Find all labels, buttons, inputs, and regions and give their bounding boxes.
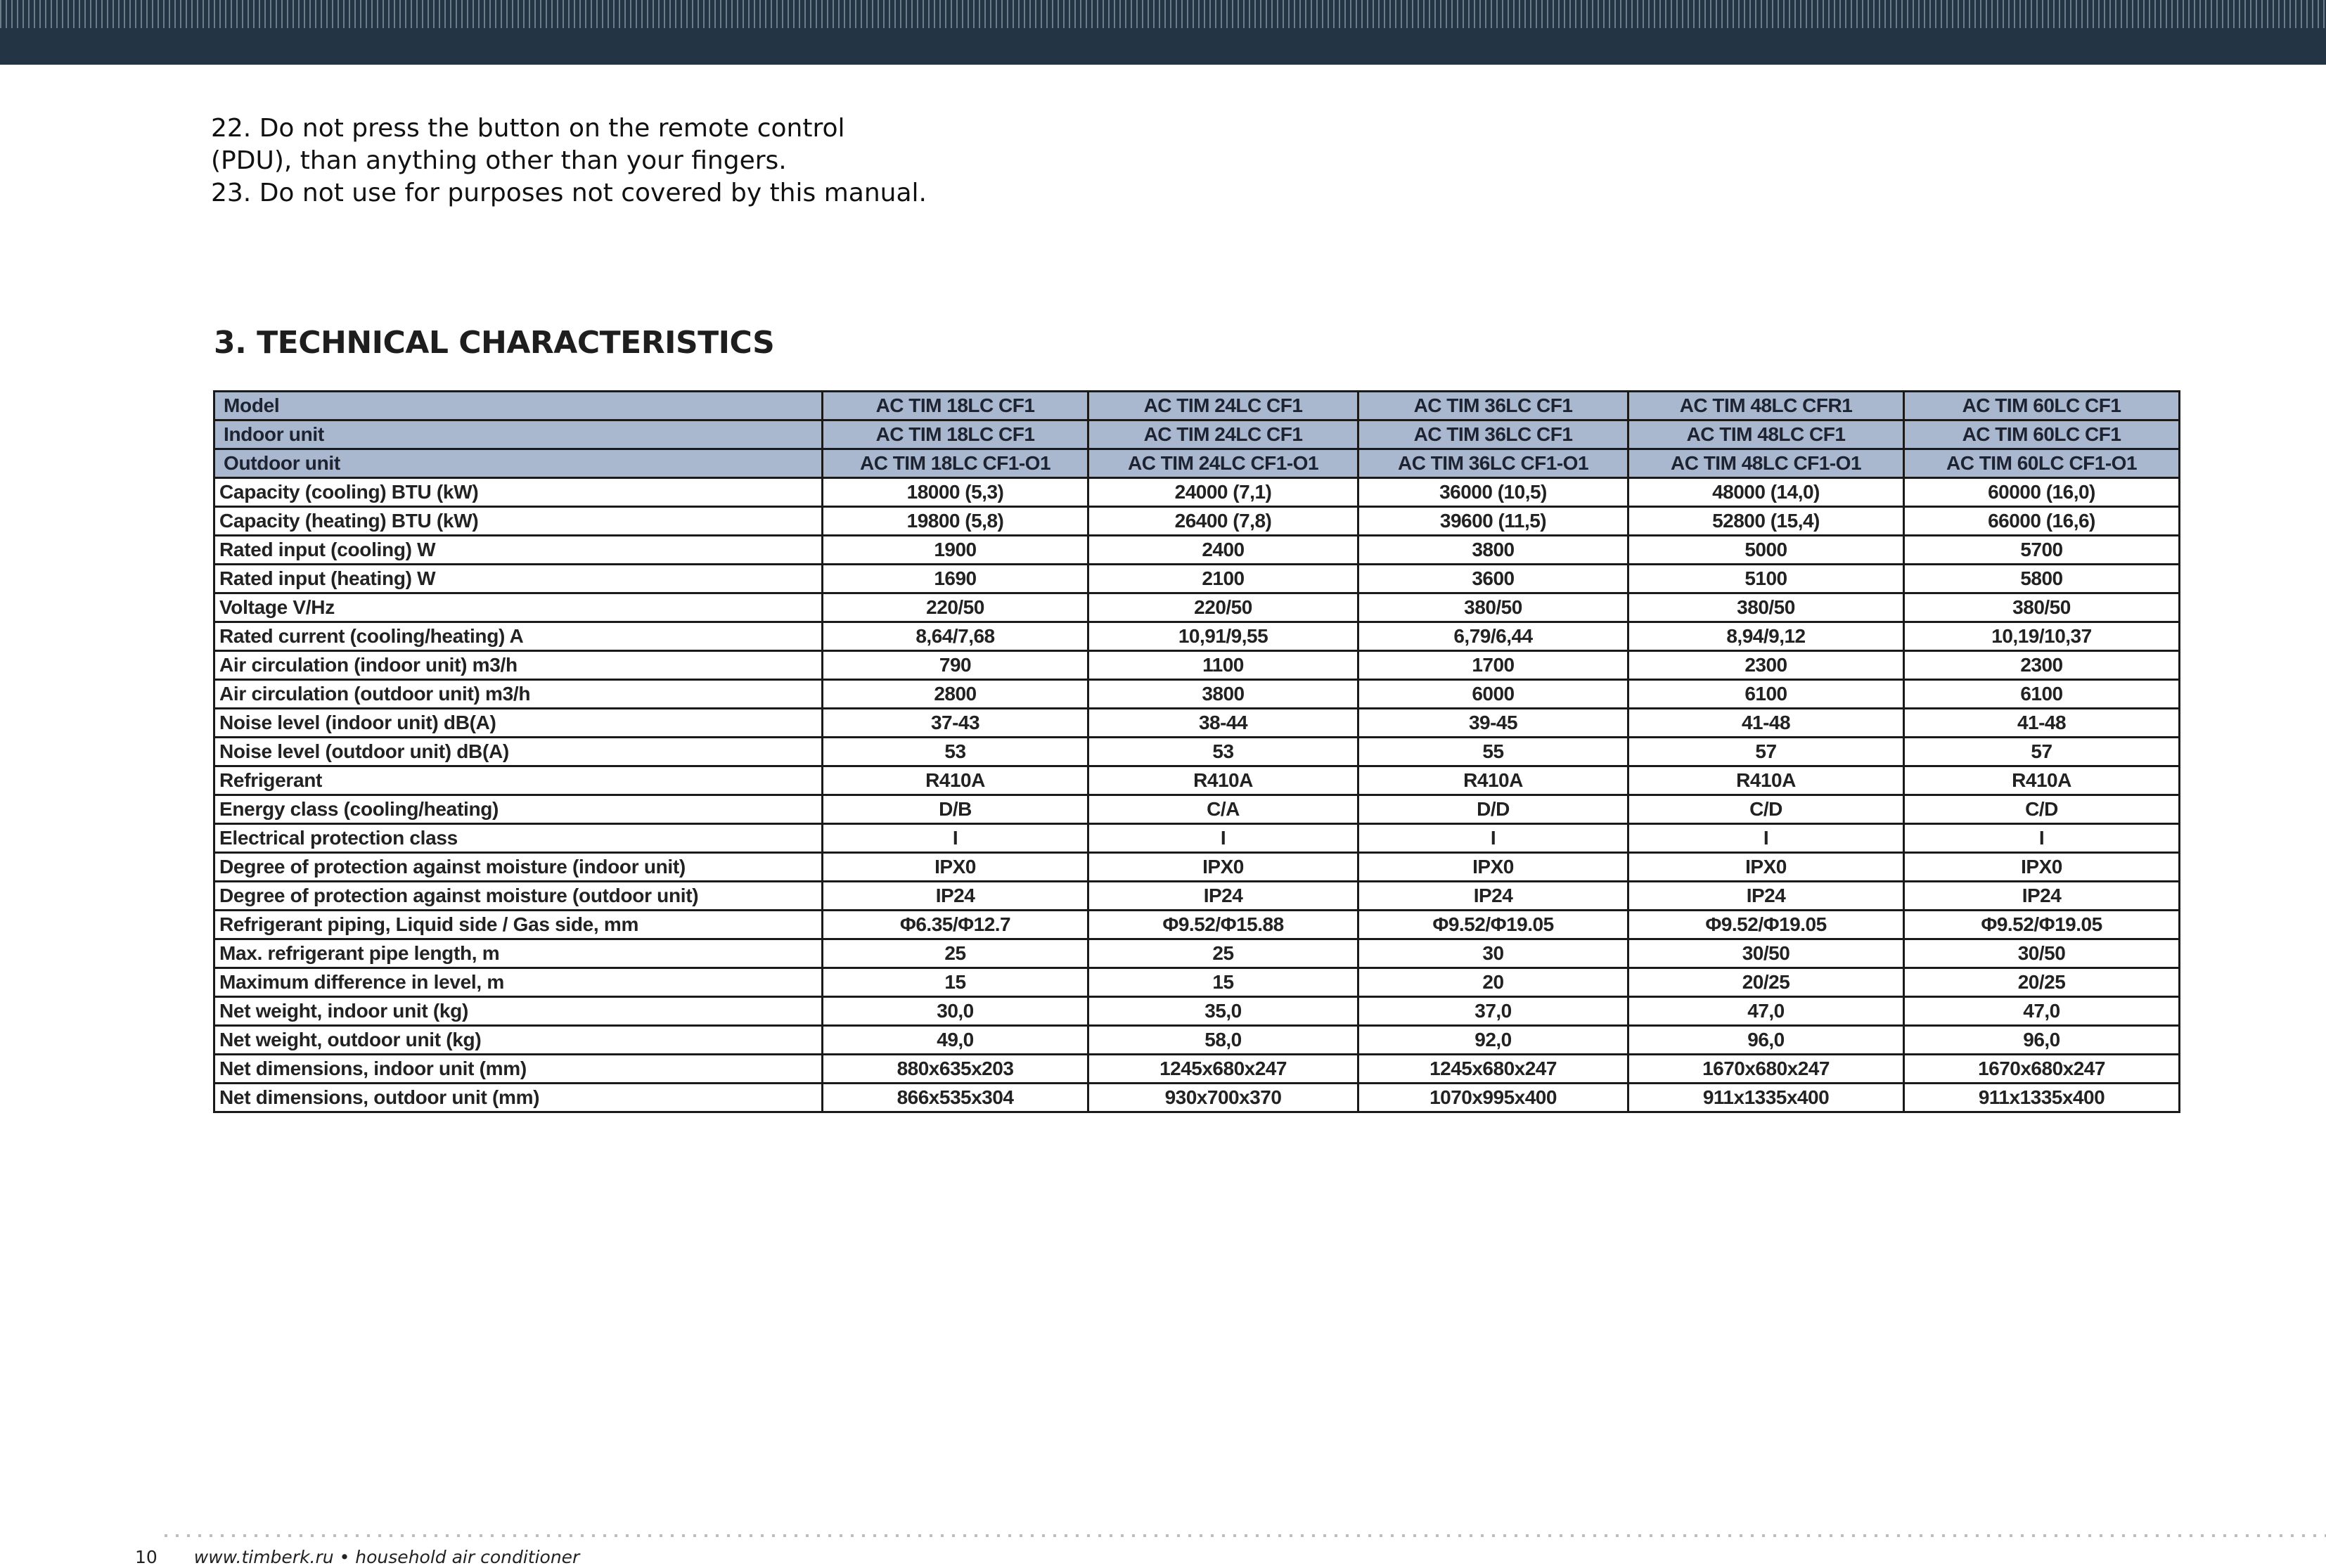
value-cell: 53 [1088,738,1358,766]
value-cell: 380/50 [1904,593,2180,622]
value-cell: AC TIM 18LC CF1 [823,420,1088,449]
value-cell: Φ9.52/Φ15.88 [1088,911,1358,939]
value-cell: C/D [1904,795,2180,824]
value-cell: 380/50 [1628,593,1904,622]
parameter-cell: Indoor unit [214,420,823,449]
value-cell: 6,79/6,44 [1358,622,1628,651]
value-cell: 5000 [1628,536,1904,565]
value-cell: 1700 [1358,651,1628,680]
table-row [214,478,2180,507]
value-cell: I [1628,824,1904,853]
value-cell: 53 [823,738,1088,766]
value-cell: 26400 (7,8) [1088,507,1358,536]
table-row [214,593,2180,622]
value-cell: 2100 [1088,565,1358,593]
table-header-row [214,449,2180,478]
value-cell: 24000 (7,1) [1088,478,1358,507]
value-cell: 2400 [1088,536,1358,565]
value-cell: R410A [1088,766,1358,795]
value-cell: 5800 [1904,565,2180,593]
value-cell: IP24 [1904,882,2180,911]
value-cell: Φ9.52/Φ19.05 [1358,911,1628,939]
value-cell: 20/25 [1628,968,1904,997]
value-cell: AC TIM 36LC CF1 [1358,420,1628,449]
value-cell: 2800 [823,680,1088,709]
value-cell: C/D [1628,795,1904,824]
value-cell: 3800 [1088,680,1358,709]
parameter-cell: Net dimensions, indoor unit (mm) [214,1055,823,1084]
value-cell: I [1904,824,2180,853]
value-cell: 39600 (11,5) [1358,507,1628,536]
parameter-cell: Noise level (indoor unit) dB(A) [214,709,823,738]
parameter-cell: Noise level (outdoor unit) dB(A) [214,738,823,766]
value-cell: D/D [1358,795,1628,824]
value-cell: 880x635x203 [823,1055,1088,1084]
value-cell: 1670x680x247 [1628,1055,1904,1084]
value-cell: 52800 (15,4) [1628,507,1904,536]
value-cell: 1100 [1088,651,1358,680]
value-cell: 8,64/7,68 [823,622,1088,651]
table-header-row [214,392,2180,420]
value-cell: D/B [823,795,1088,824]
value-cell: 30/50 [1904,939,2180,968]
value-cell: 66000 (16,6) [1904,507,2180,536]
parameter-cell: Air circulation (indoor unit) m3/h [214,651,823,680]
table-row [214,1026,2180,1055]
value-cell: 47,0 [1628,997,1904,1026]
page-footer [135,1547,579,1567]
value-cell: AC TIM 48LC CFR1 [1628,392,1904,420]
value-cell: R410A [1904,766,2180,795]
value-cell: 25 [823,939,1088,968]
technical-characteristics-table [213,390,2180,1113]
table-row [214,997,2180,1026]
value-cell: 1245x680x247 [1358,1055,1628,1084]
parameter-cell: Net weight, indoor unit (kg) [214,997,823,1026]
table-row [214,911,2180,939]
value-cell: 35,0 [1088,997,1358,1026]
value-cell: 58,0 [1088,1026,1358,1055]
safety-notes [211,113,1195,210]
footer-description: household air conditioner [355,1547,580,1567]
value-cell: 911x1335x400 [1628,1084,1904,1112]
value-cell: I [823,824,1088,853]
table-row [214,651,2180,680]
value-cell: Φ9.52/Φ19.05 [1628,911,1904,939]
value-cell: 1245x680x247 [1088,1055,1358,1084]
parameter-cell: Max. refrigerant pipe length, m [214,939,823,968]
note-line: (PDU), than anything other than your fingers. [211,146,787,175]
value-cell: 2300 [1904,651,2180,680]
value-cell: 41-48 [1904,709,2180,738]
value-cell: 5100 [1628,565,1904,593]
value-cell: IPX0 [1358,853,1628,882]
value-cell: 48000 (14,0) [1628,478,1904,507]
parameter-cell: Rated input (cooling) W [214,536,823,565]
value-cell: 6100 [1628,680,1904,709]
value-cell: 8,94/9,12 [1628,622,1904,651]
value-cell: 6100 [1904,680,2180,709]
note-line: 22. Do not press the button on the remote control [211,114,845,143]
parameter-cell: Model [214,392,823,420]
value-cell: 10,91/9,55 [1088,622,1358,651]
value-cell: 380/50 [1358,593,1628,622]
table-row [214,1084,2180,1112]
value-cell: 96,0 [1904,1026,2180,1055]
value-cell: 49,0 [823,1026,1088,1055]
value-cell: IPX0 [823,853,1088,882]
parameter-cell: Electrical protection class [214,824,823,853]
value-cell: IP24 [823,882,1088,911]
value-cell: AC TIM 60LC CF1 [1904,392,2180,420]
value-cell: I [1358,824,1628,853]
value-cell: 57 [1628,738,1904,766]
value-cell: 15 [823,968,1088,997]
value-cell: AC TIM 48LC CF1-O1 [1628,449,1904,478]
parameter-cell: Capacity (heating) BTU (kW) [214,507,823,536]
value-cell: 911x1335x400 [1904,1084,2180,1112]
value-cell: I [1088,824,1358,853]
footer-dotted-rule [165,1534,2326,1537]
value-cell: 20/25 [1904,968,2180,997]
value-cell: 38-44 [1088,709,1358,738]
value-cell: IP24 [1358,882,1628,911]
value-cell: Φ9.52/Φ19.05 [1904,911,2180,939]
note-line: 23. Do not use for purposes not covered by this manual. [211,179,927,207]
table-row [214,536,2180,565]
value-cell: 3600 [1358,565,1628,593]
parameter-cell: Capacity (cooling) BTU (kW) [214,478,823,507]
value-cell: 1670x680x247 [1904,1055,2180,1084]
table-row [214,882,2180,911]
value-cell: AC TIM 48LC CF1 [1628,420,1904,449]
parameter-cell: Rated current (cooling/heating) A [214,622,823,651]
table-row [214,738,2180,766]
value-cell: IPX0 [1904,853,2180,882]
value-cell: 57 [1904,738,2180,766]
parameter-cell: Maximum difference in level, m [214,968,823,997]
table-row [214,939,2180,968]
value-cell: 30,0 [823,997,1088,1026]
value-cell: AC TIM 36LC CF1 [1358,392,1628,420]
table-row [214,968,2180,997]
value-cell: R410A [1358,766,1628,795]
parameter-cell: Air circulation (outdoor unit) m3/h [214,680,823,709]
section-title: 3. TECHNICAL CHARACTERISTICS [214,325,775,361]
value-cell: AC TIM 60LC CF1 [1904,420,2180,449]
value-cell: IP24 [1088,882,1358,911]
parameter-cell: Degree of protection against moisture (indoor unit) [214,853,823,882]
value-cell: Φ6.35/Φ12.7 [823,911,1088,939]
value-cell: 930x700x370 [1088,1084,1358,1112]
value-cell: AC TIM 24LC CF1 [1088,420,1358,449]
value-cell: 47,0 [1904,997,2180,1026]
value-cell: AC TIM 60LC CF1-O1 [1904,449,2180,478]
table-row [214,709,2180,738]
parameter-cell: Outdoor unit [214,449,823,478]
value-cell: AC TIM 18LC CF1-O1 [823,449,1088,478]
value-cell: 36000 (10,5) [1358,478,1628,507]
value-cell: 25 [1088,939,1358,968]
value-cell: R410A [823,766,1088,795]
value-cell: 20 [1358,968,1628,997]
table-row [214,853,2180,882]
value-cell: 10,19/10,37 [1904,622,2180,651]
table-row [214,680,2180,709]
value-cell: 220/50 [1088,593,1358,622]
value-cell: 6000 [1358,680,1628,709]
value-cell: 3800 [1358,536,1628,565]
value-cell: 1070x995x400 [1358,1084,1628,1112]
value-cell: 15 [1088,968,1358,997]
parameter-cell: Net weight, outdoor unit (kg) [214,1026,823,1055]
table-row [214,507,2180,536]
table-row [214,565,2180,593]
footer-separator: • [339,1547,350,1567]
table-row [214,824,2180,853]
parameter-cell: Voltage V/Hz [214,593,823,622]
value-cell: 220/50 [823,593,1088,622]
parameter-cell: Refrigerant piping, Liquid side / Gas side, mm [214,911,823,939]
value-cell: IPX0 [1088,853,1358,882]
top-decorative-band [0,0,2326,65]
value-cell: 30/50 [1628,939,1904,968]
top-stripe-pattern [0,0,2326,28]
value-cell: 2300 [1628,651,1904,680]
parameter-cell: Refrigerant [214,766,823,795]
value-cell: 19800 (5,8) [823,507,1088,536]
value-cell: 55 [1358,738,1628,766]
parameter-cell: Energy class (cooling/heating) [214,795,823,824]
table-header-row [214,420,2180,449]
value-cell: IPX0 [1628,853,1904,882]
value-cell: AC TIM 24LC CF1-O1 [1088,449,1358,478]
table-row [214,1055,2180,1084]
parameter-cell: Rated input (heating) W [214,565,823,593]
value-cell: IP24 [1628,882,1904,911]
value-cell: AC TIM 24LC CF1 [1088,392,1358,420]
value-cell: 1900 [823,536,1088,565]
page-number: 10 [135,1547,158,1567]
value-cell: C/A [1088,795,1358,824]
value-cell: 790 [823,651,1088,680]
value-cell: 60000 (16,0) [1904,478,2180,507]
value-cell: 96,0 [1628,1026,1904,1055]
value-cell: 18000 (5,3) [823,478,1088,507]
value-cell: 92,0 [1358,1026,1628,1055]
value-cell: 5700 [1904,536,2180,565]
value-cell: 30 [1358,939,1628,968]
value-cell: 41-48 [1628,709,1904,738]
value-cell: 1690 [823,565,1088,593]
value-cell: 39-45 [1358,709,1628,738]
value-cell: AC TIM 36LC CF1-O1 [1358,449,1628,478]
value-cell: 866x535x304 [823,1084,1088,1112]
value-cell: AC TIM 18LC CF1 [823,392,1088,420]
parameter-cell: Degree of protection against moisture (outdoor unit) [214,882,823,911]
table-row [214,766,2180,795]
value-cell: R410A [1628,766,1904,795]
table-row [214,795,2180,824]
table-row [214,622,2180,651]
table-body [214,392,2180,1112]
value-cell: 37-43 [823,709,1088,738]
footer-site-link[interactable]: www.timberk.ru [193,1547,334,1567]
parameter-cell: Net dimensions, outdoor unit (mm) [214,1084,823,1112]
value-cell: 37,0 [1358,997,1628,1026]
